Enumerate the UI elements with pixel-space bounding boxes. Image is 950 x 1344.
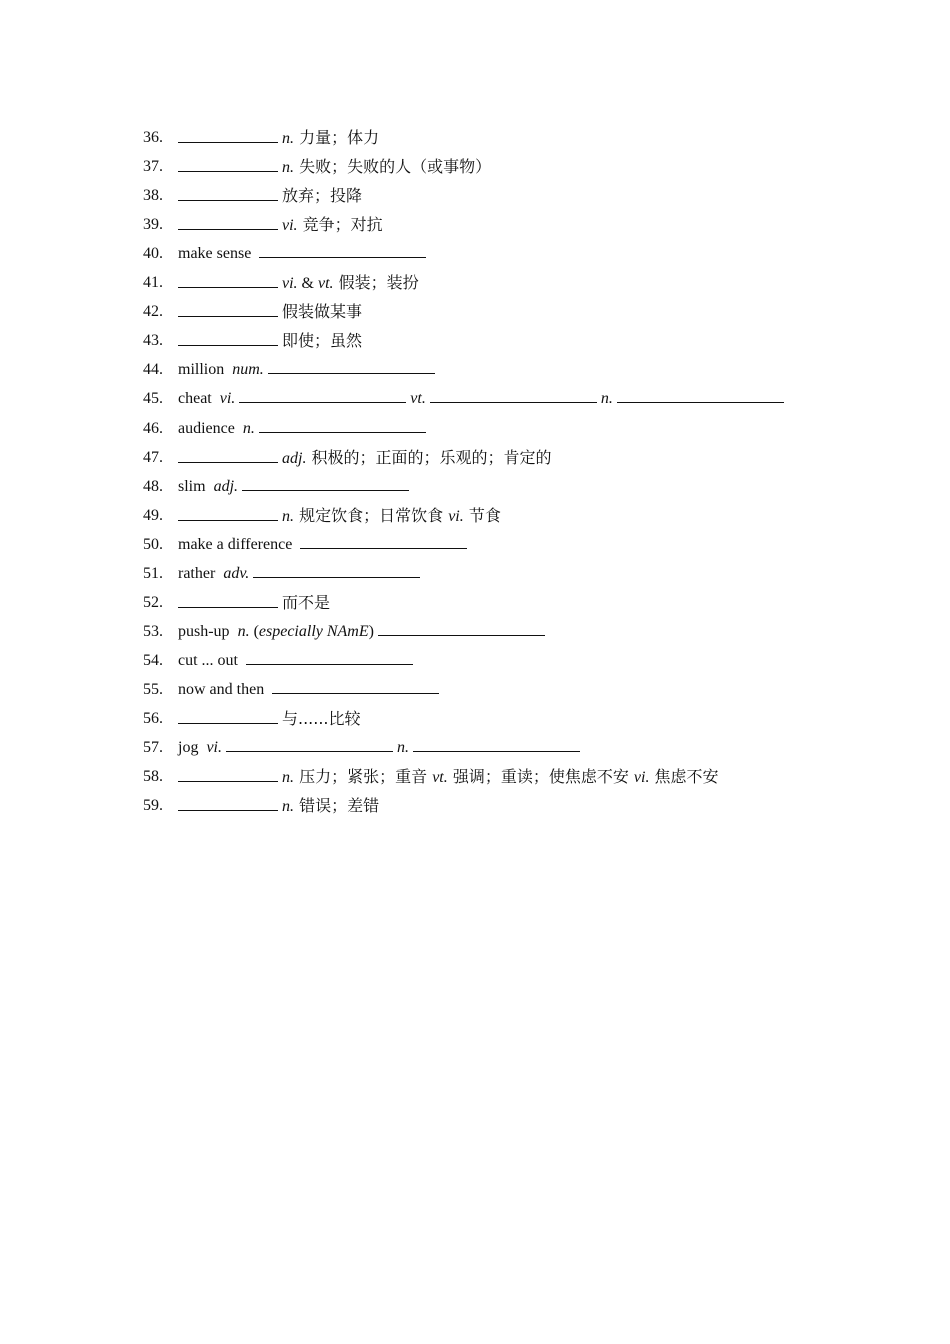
answer-blank[interactable] [259,245,426,258]
item-number: 51. [143,564,163,582]
part-of-speech: n. [282,130,294,147]
part-of-speech: n. [242,419,255,437]
item-number: 39. [143,216,163,234]
chinese-definition: 焦虑不安 [649,767,719,787]
part-of-speech: vt. [432,769,448,787]
item-content [178,268,419,298]
part-of-speech: vi. [219,390,236,408]
item-content [178,646,413,675]
answer-blank[interactable] [178,595,278,608]
answer-blank[interactable] [178,769,278,782]
part-of-speech: vi. [282,275,298,293]
english-text: ( [249,622,259,640]
item-number: 43. [143,332,163,350]
item-content [178,617,545,646]
item-number: 38. [143,187,163,205]
item-number: 36. [143,129,163,146]
answer-blank[interactable] [378,623,545,636]
item-number: 53. [143,622,163,640]
part-of-speech: num. [232,361,264,379]
answer-blank[interactable] [242,478,409,491]
answer-blank[interactable] [253,565,420,578]
item-content [178,123,379,153]
part-of-speech: n. [282,507,294,525]
chinese-definition: 与......比较 [282,709,361,728]
item-number: 54. [143,651,163,669]
chinese-definition: 力量；体力 [294,128,380,147]
item-content [178,559,420,588]
item-content [178,762,719,792]
answer-blank[interactable] [226,739,393,752]
item-number: 59. [143,797,163,815]
part-of-speech: n. [600,390,613,408]
answer-blank[interactable] [272,681,439,694]
english-text: million [178,361,233,379]
part-of-speech: vi. [448,507,464,525]
item-content [178,588,330,618]
answer-blank[interactable] [178,304,278,317]
english-text: rather [178,564,224,582]
item-content [178,326,362,356]
item-content [178,704,361,734]
chinese-definition: 规定饮食；日常饮食 [294,505,449,525]
item-number: 48. [143,477,163,495]
answer-blank[interactable] [178,217,278,230]
answer-blank[interactable] [259,420,426,433]
english-text: slim [178,477,214,495]
answer-blank[interactable] [430,390,597,403]
item-content [178,384,784,413]
part-of-speech: n. [282,159,294,177]
item-content [178,530,467,559]
item-content [178,297,362,327]
chinese-definition: 节食 [463,505,501,525]
chinese-definition: 压力；紧张；重音 [294,767,433,787]
answer-blank[interactable] [178,333,278,346]
answer-blank[interactable] [178,508,278,521]
english-text: make a difference [178,535,301,553]
chinese-definition: 积极的；正面的；乐观的；肯定的 [306,447,552,467]
answer-blank[interactable] [246,652,413,665]
answer-blank[interactable] [178,711,278,724]
item-content [178,210,383,240]
item-number: 58. [143,768,163,786]
chinese-definition: 即使；虽然 [282,331,363,351]
english-text: ) [368,622,378,640]
answer-blank[interactable] [178,159,278,172]
part-of-speech: vi. [206,739,222,757]
item-number: 45. [143,390,163,408]
item-number: 52. [143,593,163,611]
part-of-speech: n. [397,739,409,757]
part-of-speech: vt. [410,390,426,408]
item-content [178,675,439,704]
english-text: audience [178,419,243,437]
item-number: 40. [143,245,163,263]
chinese-definition: 失败；失败的人（或事物） [294,157,492,177]
part-of-speech: adv. [223,564,250,582]
answer-blank[interactable] [178,275,278,288]
part-of-speech: n. [282,769,294,787]
item-content [178,239,426,268]
chinese-definition: 错误；差错 [294,796,380,816]
english-text: & [297,275,318,293]
chinese-definition: 而不是 [282,592,331,612]
part-of-speech: n. [282,798,294,816]
english-text: make sense [178,245,260,263]
item-number: 47. [143,448,163,466]
part-of-speech: n. [237,622,250,640]
item-number: 55. [143,680,163,698]
answer-blank[interactable] [413,739,580,752]
answer-blank[interactable] [239,390,406,403]
part-of-speech: vi. [282,217,298,235]
chinese-definition: 假装；装扮 [333,273,419,293]
item-content [178,733,580,762]
english-text: cut ... out [178,651,246,669]
item-content [178,501,501,531]
item-content [178,414,426,443]
item-number: 37. [143,158,163,176]
answer-blank[interactable] [178,450,278,463]
item-number: 41. [143,274,163,292]
answer-blank[interactable] [300,536,467,549]
item-number: 57. [143,739,163,757]
answer-blank[interactable] [178,798,278,811]
item-content [178,472,409,501]
chinese-definition: 强调；重读；使焦虑不安 [447,767,634,787]
item-number: 50. [143,535,163,553]
english-text: jog [178,739,207,757]
part-of-speech: vt. [318,275,334,293]
item-number: 46. [143,419,163,437]
chinese-definition: 竞争；对抗 [297,215,383,235]
part-of-speech: adj. [213,477,239,495]
part-of-speech: especially NAmE [258,622,369,640]
item-number: 44. [143,361,163,379]
item-content [178,443,552,473]
item-content [178,152,491,182]
answer-blank[interactable] [268,361,435,374]
part-of-speech: adj. [282,449,307,467]
item-number: 42. [143,303,163,321]
item-content [178,181,362,211]
item-number: 49. [143,506,163,524]
chinese-definition: 放弃；投降 [282,186,363,206]
english-text: now and then [178,680,273,698]
english-text: cheat [178,390,220,408]
answer-blank[interactable] [617,390,784,403]
part-of-speech: vi. [633,769,650,787]
chinese-definition: 假装做某事 [282,302,363,322]
answer-blank[interactable] [178,130,278,143]
item-number: 56. [143,710,163,727]
english-text: push-up [178,622,238,640]
item-content [178,355,435,384]
item-content [178,791,379,821]
answer-blank[interactable] [178,188,278,201]
